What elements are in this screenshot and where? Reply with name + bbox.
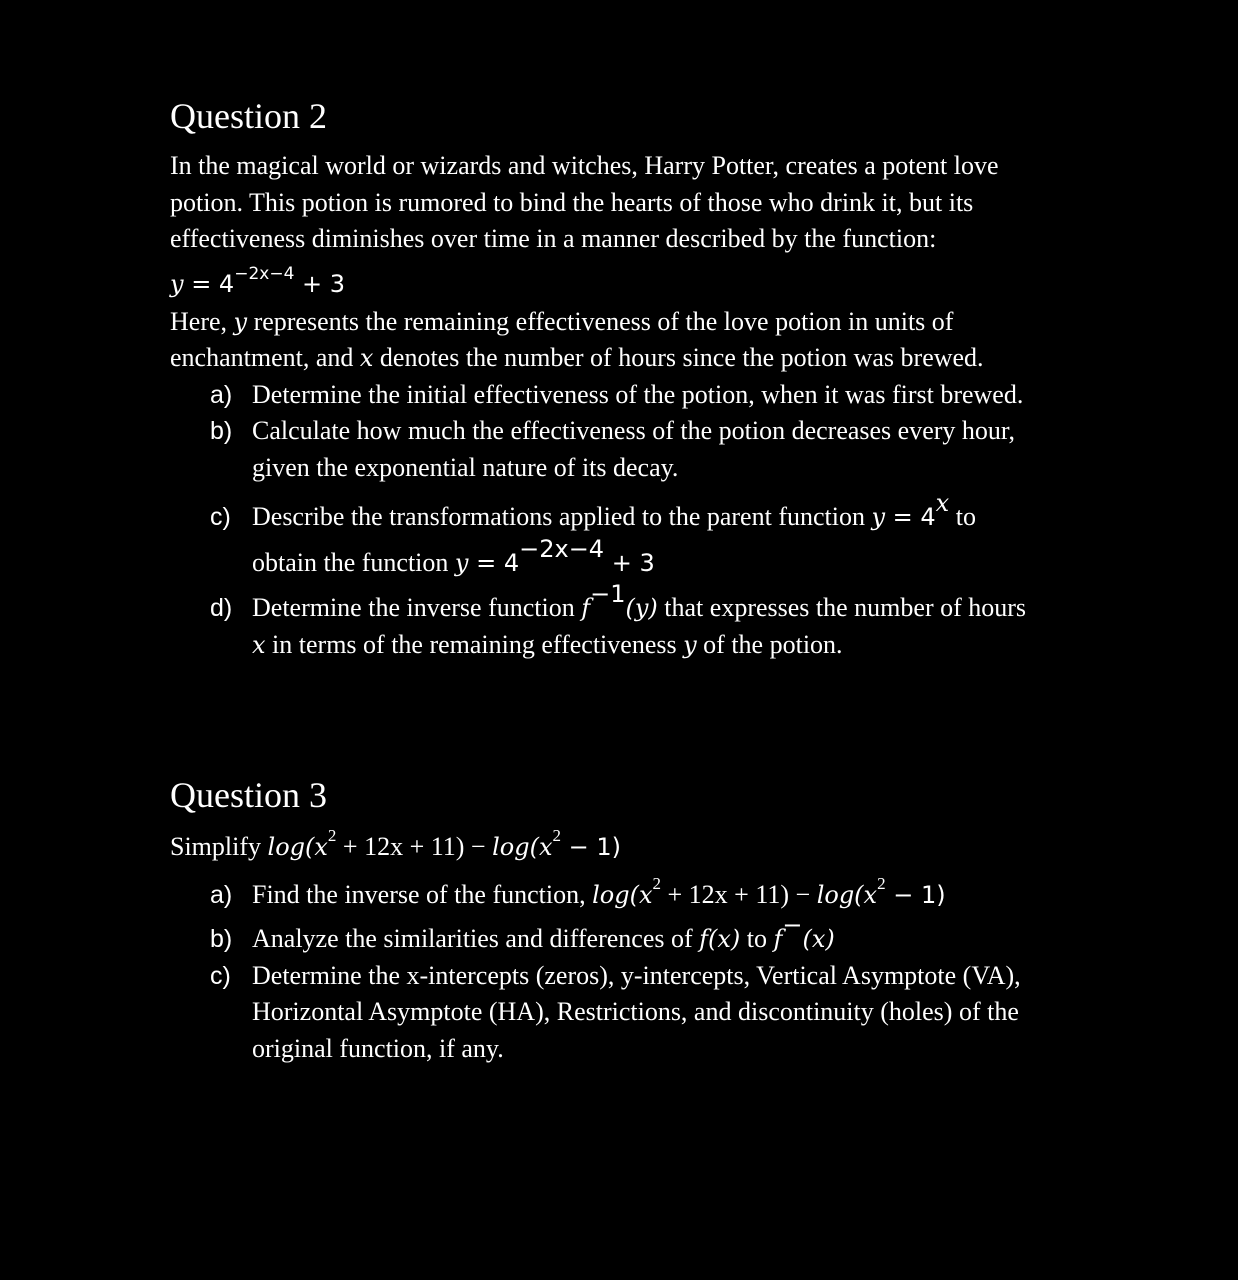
- question-2-part-b: [170, 413, 1030, 486]
- part-text: Calculate how much the effectiveness of the potion decreases every hour, given the exponential nature of its decay.: [252, 416, 1016, 482]
- part-letter: c): [210, 961, 231, 990]
- question-2-title: Question 2: [170, 96, 327, 136]
- part-letter: a): [210, 380, 233, 409]
- question-2-part-d: d) Determine the inverse function $f^{-1}(y)$ that expresses the number of hours x in terms of the remaining effectiveness y of the potion.: [210, 580, 1027, 659]
- section-spacer: [170, 663, 1030, 771]
- question-3-part-c: c) Determine the x-intercepts (zeros), y-intercepts, Vertical Asymptote (VA), Horizontal Asymptote (HA), Restrictions, and discontinuity (holes) of the original function, if any.: [170, 958, 1030, 1068]
- part-letter: b): [210, 925, 233, 953]
- part-letter: b): [210, 417, 233, 445]
- equation-tail: + 3: [294, 269, 346, 298]
- question-2-intro: In the magical world or wizards and witches, Harry Potter, creates a potent love potion. This potion is rumored to bind the hearts of those who drink it, but its effectiveness diminishes over time in a manner described by the function:: [170, 151, 999, 253]
- question-2-part-a: [170, 377, 1030, 414]
- question-2-parts: [170, 377, 1030, 664]
- document-page: [170, 92, 1030, 1067]
- equation-lhs: y: [170, 269, 184, 298]
- part-letter: d): [210, 594, 233, 622]
- question-3-title: Question 3: [170, 775, 327, 815]
- part-letter: a): [210, 881, 233, 909]
- question-3-part-a: a) Find the inverse of the function, $\log(x^2 + 12x + 11) - \log(x^2 - 1)$: [170, 875, 1030, 915]
- equation-base: = 4: [183, 269, 235, 298]
- question-3-parts: [170, 875, 1030, 1067]
- question-2-equation: [170, 264, 1030, 304]
- question-2-explanation: Here, y represents the remaining effectiveness of the love potion in units of enchantment, and x denotes the number of hours since the potion was brewed.: [170, 306, 984, 372]
- equation-exponent: −2x−4: [234, 263, 295, 284]
- question-3-simplify: Simplify $\log(x^2 + 12x + 11) - \log(x^2 - 1)$: [170, 826, 621, 861]
- question-2-part-c: c) Describe the transformations applied to the parent function $y = 4^x$ to obtain the function $y = 4^{-2x-4} + 3$: [210, 489, 976, 577]
- part-letter: c): [210, 503, 231, 531]
- question-3-part-b: b) Analyze the similarities and differences of f(x) to f−(x): [170, 921, 1030, 958]
- part-text: Determine the initial effectiveness of the potion, when it was first brewed.: [252, 379, 1024, 409]
